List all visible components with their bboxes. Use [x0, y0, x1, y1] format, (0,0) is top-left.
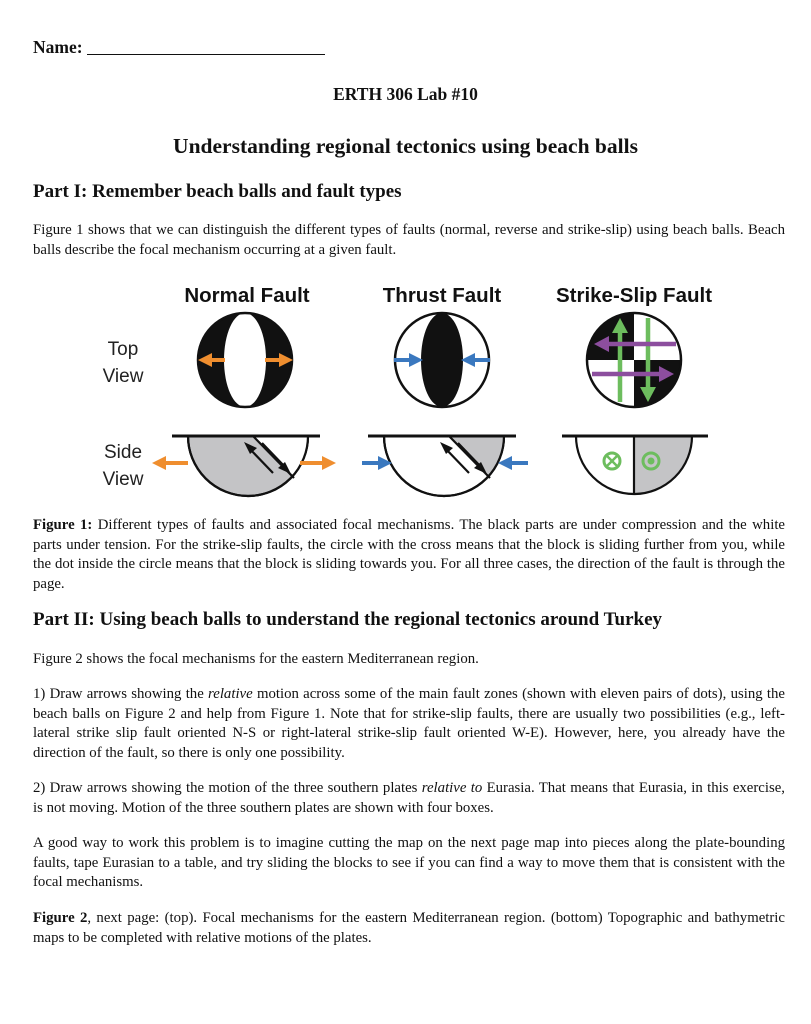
row-side-label-2: View: [102, 469, 144, 490]
name-field: [33, 37, 325, 58]
part2-para-2: [33, 685, 785, 763]
name-blank-line[interactable]: [87, 38, 325, 55]
row-top-label-2: View: [102, 366, 144, 387]
part2-para-3: [33, 779, 785, 818]
part2-para-2-b: motion across some of the main fault zones (shown with eleven pairs of dots), using the beach balls on Figure 2 and help from Figure 1. Note that for strike-slip faults, there are usually two possibilities (e.g., left-lateral strike slip fault oriented N-S or right-lateral strike-slip fault oriented W-E). However, here, you already have the direction of the fault, so there is only one possibility.: [33, 686, 785, 761]
course-title: ERTH 306 Lab #10: [333, 84, 478, 104]
part2-heading: Part II: Using beach balls to understand the regional tectonics around Turkey: [33, 609, 663, 630]
part1-intro: Figure 1 shows that we can distinguish the different types of faults (normal, reverse and strike-slip) using beach balls. Beach balls describe the focal mechanism occurring at a given fault.: [33, 222, 785, 258]
part1-heading: Part I: Remember beach balls and fault types: [33, 181, 402, 202]
strike-slip-beach-ball: [587, 313, 681, 407]
figure-1-graphic: [90, 280, 730, 505]
part2-para-3-a: 2) Draw arrows showing the motion of the three southern plates: [33, 780, 422, 796]
col-normal-fault: Normal Fault: [184, 284, 310, 307]
part2-para-3-b: Eurasia. That means that Eurasia, in this exercise, is not moving. Motion of the three southern plates are shown with four boxes.: [33, 780, 786, 816]
page-title: Understanding regional tectonics using beach balls: [173, 134, 638, 158]
normal-side-view: [152, 436, 336, 496]
row-side-label-1: Side: [103, 442, 143, 463]
figure-2-text: , next page: (top). Focal mechanisms for the eastern Mediterranean region. (bottom) Topographic and bathymetric maps to be completed with relative motions of the plates.: [33, 910, 785, 946]
col-thrust-fault: Thrust Fault: [382, 284, 502, 307]
thrust-side-view: [362, 436, 528, 496]
name-label: Name:: [33, 37, 83, 57]
strike-slip-side-view: [562, 436, 708, 494]
part2-para-2-a: 1) Draw arrows showing the: [33, 686, 209, 702]
part2-para-3-em: relative to: [421, 780, 483, 796]
figure-1-caption: [33, 516, 785, 594]
part2-para-5: [33, 909, 785, 948]
col-strike-slip-fault: Strike-Slip Fault: [555, 284, 713, 307]
figure-2-label: Figure 2: [33, 910, 88, 926]
part2-para-1: Figure 2 shows the focal mechanisms for the eastern Mediterranean region.: [33, 651, 479, 667]
part2-para-4: A good way to work this problem is to imagine cutting the map on the next page map into pieces along the plate-bounding faults, tape Eurasian to a table, and try sliding the blocks to see if you can find a way to move them that is consistent with the focal mechanisms.: [33, 835, 785, 890]
figure-1-caption-label: Figure 1:: [33, 517, 93, 533]
row-top-label-1: Top: [107, 339, 139, 360]
figure-1-caption-text: Different types of faults and associated focal mechanisms. The black parts are under compression and the white parts under tension. For the strike-slip faults, the circle with the cross means that the block is sliding further from you, while the dot inside the circle means that the block is sliding towards you. For all three cases, the direction of the fault is through the page.: [33, 517, 785, 592]
part2-para-2-em: relative: [208, 686, 253, 702]
thrust-beach-ball: [394, 313, 490, 407]
figure-1: [90, 280, 730, 505]
normal-beach-ball: [198, 313, 293, 407]
